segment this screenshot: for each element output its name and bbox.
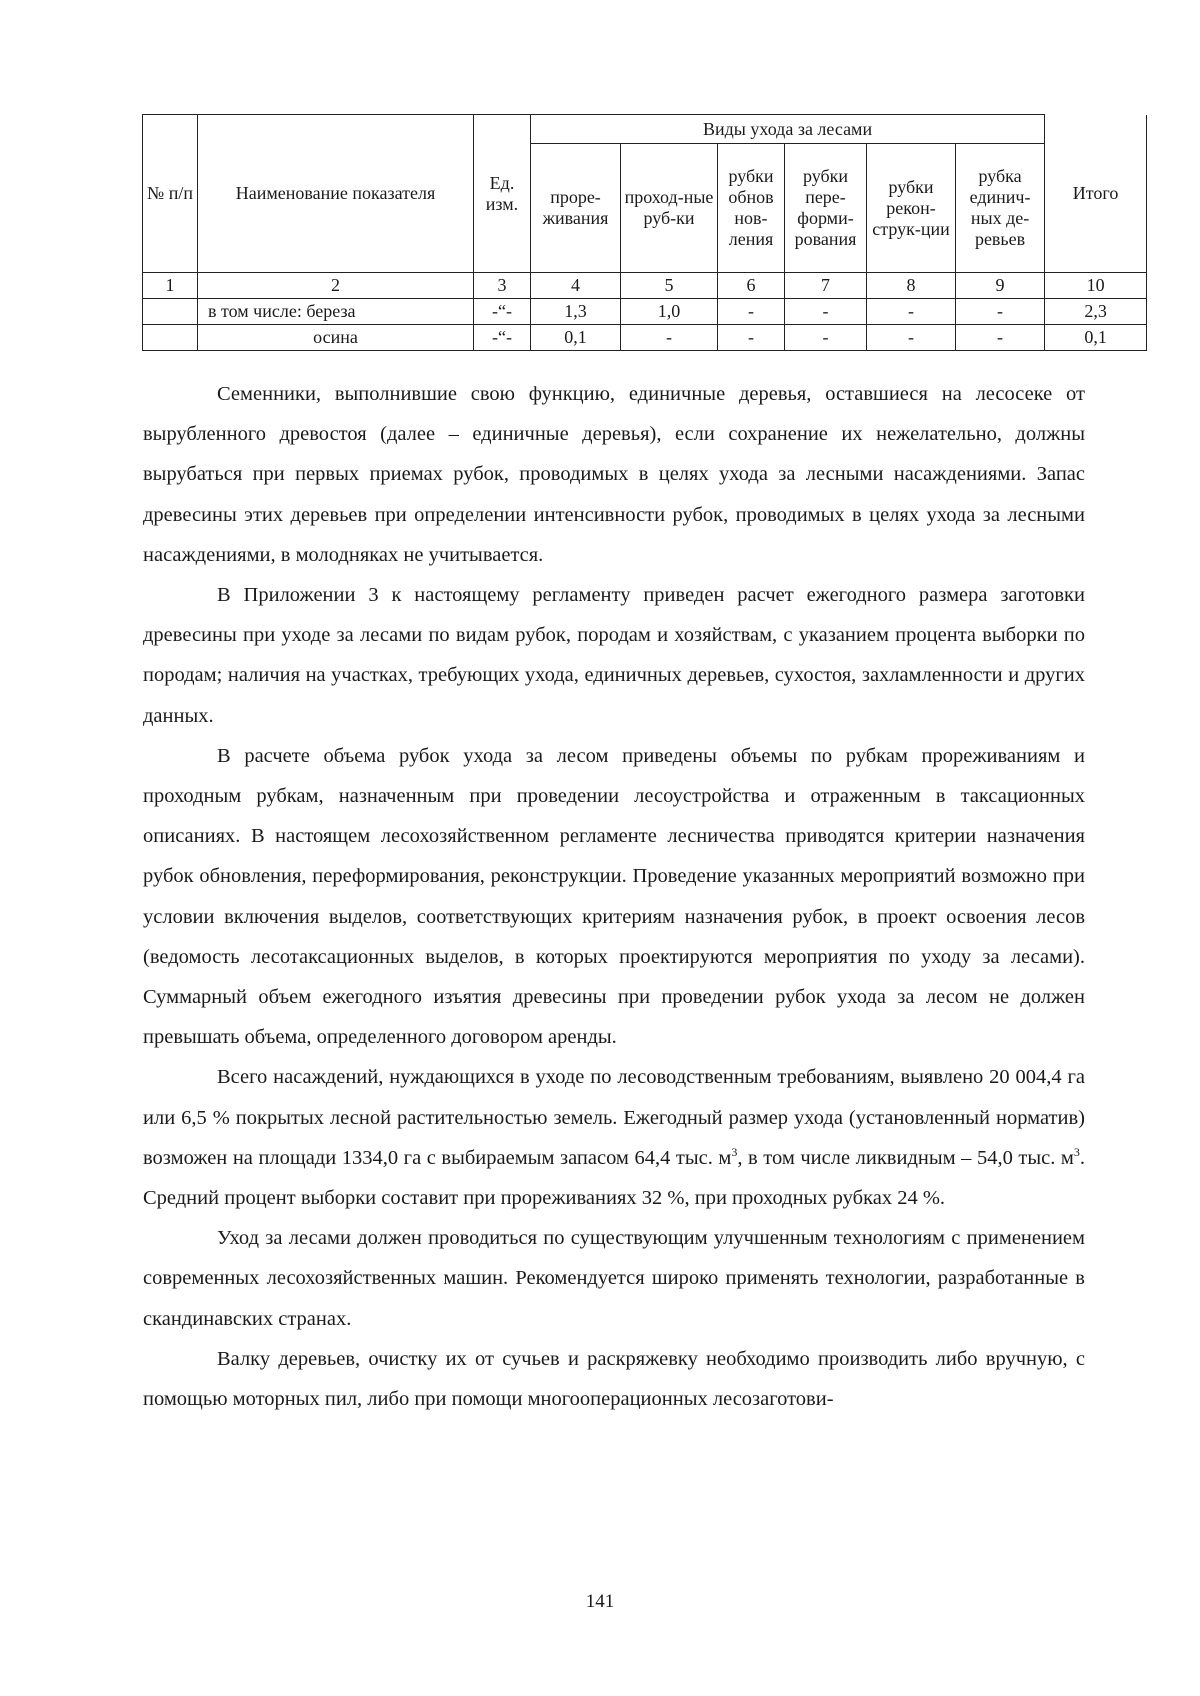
paragraph: Валку деревьев, очистку их от сучьев и раскряжевку необходимо производить либо вручную, с помощью моторных пил, либо при помощи многооперационных лесозаготови- bbox=[143, 1347, 1085, 1411]
superscript: 3 bbox=[1073, 1144, 1080, 1159]
column-number: 8 bbox=[867, 273, 956, 299]
row-value: 1,3 bbox=[531, 299, 621, 325]
header-type: прорe-живания bbox=[531, 144, 621, 273]
header-num: № п/п bbox=[143, 115, 198, 273]
header-name: Наименование показателя bbox=[198, 115, 474, 273]
header-unit: Ед. изм. bbox=[474, 115, 531, 273]
row-unit: -“- bbox=[474, 325, 531, 351]
column-number: 10 bbox=[1045, 273, 1147, 299]
paragraph: В расчете объема рубок ухода за лесом приведены объемы по рубкам прореживаниям и проходным рубкам, назначенным при проведении лесоустройства и отраженным в таксационных описаниях. В настоящем лесохозяйственном регламенте лесничества приводятся критерии назначения рубок обновления, переформирования, реконструкции. Проведение указанных мероприятий возможно при условии включения выделов, соответствующих критериям назначения рубок, в проект освоения лесов (ведомость лесотаксационных выделов, в которых проектируются мероприятия по уходу за лесами). Суммарный объем ежегодного изъятия древесины при проведении рубок ухода за лесом не должен превышать объема, определенного договором аренды. bbox=[143, 744, 1085, 1049]
superscript: 3 bbox=[731, 1144, 738, 1159]
paragraph: Семенники, выполнившие свою функцию, единичные деревья, оставшиеся на лесосеке от вырубленного древостоя (далее – единичные деревья), если сохранение их нежелательно, должны вырубаться при первых приемах рубок, проводимых в целях ухода за лесными насаждениями. Запас древесины этих деревьев при определении интенсивности рубок, проводимых в целях ухода за лесными насаждениями, в молодняках не учитывается. bbox=[143, 383, 1085, 566]
column-number: 2 bbox=[198, 273, 474, 299]
row-value: - bbox=[956, 299, 1045, 325]
header-type: рубки обнов нов-ления bbox=[718, 144, 785, 273]
paragraph: В Приложении 3 к настоящему регламенту приведен расчет ежегодного размера заготовки древесины при уходе за лесами по видам рубок, породам и хозяйствам, с указанием процента выборки по породам; наличия на участках, требующих ухода, единичных деревьев, сухостоя, захламленности и других данных. bbox=[143, 584, 1085, 727]
row-num bbox=[143, 299, 198, 325]
row-value: - bbox=[785, 299, 867, 325]
header-total: Итого bbox=[1045, 115, 1147, 273]
row-value: - bbox=[867, 325, 956, 351]
table-header-row bbox=[143, 115, 1147, 144]
row-name: осина bbox=[198, 325, 474, 351]
row-value: 0,1 bbox=[531, 325, 621, 351]
column-number: 7 bbox=[785, 273, 867, 299]
forest-care-table bbox=[142, 114, 1147, 351]
header-type: рубки рекон-струк-ции bbox=[867, 144, 956, 273]
column-number: 9 bbox=[956, 273, 1045, 299]
row-unit: -“- bbox=[474, 299, 531, 325]
header-type: рубка единич-ных де-ревьев bbox=[956, 144, 1045, 273]
row-value: - bbox=[718, 325, 785, 351]
header-type: проход-ные руб-ки bbox=[621, 144, 718, 273]
row-value: 1,0 bbox=[621, 299, 718, 325]
row-name: в том числе: береза bbox=[198, 299, 474, 325]
row-num bbox=[143, 325, 198, 351]
table-row bbox=[143, 299, 1147, 325]
header-group: Виды ухода за лесами bbox=[531, 115, 1045, 144]
paragraph-text: . Средний процент выборки составит при прореживаниях 32 %, при проходных рубках 24 %. bbox=[143, 1146, 1085, 1210]
column-number: 4 bbox=[531, 273, 621, 299]
row-value: - bbox=[718, 299, 785, 325]
row-value: - bbox=[621, 325, 718, 351]
header-type: рубки пере-форми-рования bbox=[785, 144, 867, 273]
column-number: 1 bbox=[143, 273, 198, 299]
column-number: 5 bbox=[621, 273, 718, 299]
paragraph: Уход за лесами должен проводиться по существующим улучшенным технологиям с применением современных лесохозяйственных машин. Рекомендуется широко применять технологии, разработанные в скандинавских странах. bbox=[143, 1227, 1085, 1330]
body-text bbox=[143, 374, 1085, 1419]
table-row bbox=[143, 325, 1147, 351]
row-total: 2,3 bbox=[1045, 299, 1147, 325]
row-value: - bbox=[785, 325, 867, 351]
paragraph-text: Всего насаждений, нуждающихся в уходе по лесоводственным требованиям, выявлено 20 004,4 га или 6,5 % покрытых лесной растительностью земель. Ежегодный размер ухода (установленный норматив) возможен на площади 1334,0 га с выбираемым запасом 64,4 тыс. м bbox=[143, 1066, 1085, 1169]
row-value: - bbox=[956, 325, 1045, 351]
page-number: 141 bbox=[585, 1591, 615, 1612]
row-total: 0,1 bbox=[1045, 325, 1147, 351]
column-number: 6 bbox=[718, 273, 785, 299]
paragraph bbox=[143, 1057, 1085, 1218]
paragraph-text: , в том числе ликвидным – 54,0 тыс. м bbox=[737, 1146, 1074, 1169]
column-numbers-row bbox=[143, 273, 1147, 299]
column-number: 3 bbox=[474, 273, 531, 299]
row-value: - bbox=[867, 299, 956, 325]
